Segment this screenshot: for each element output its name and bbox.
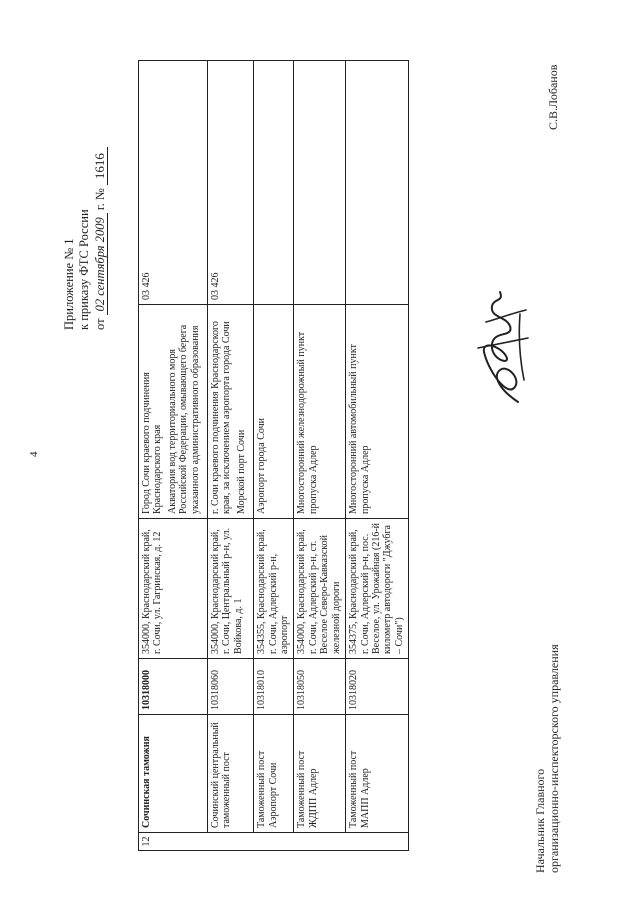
- region-line: Многосторонний железнодорожный пункт пропуска Адлер: [296, 331, 319, 514]
- customs-name-cell: Таможенный пост ЖДПП Адлер: [294, 715, 346, 833]
- table-row: [208, 61, 254, 851]
- region-line: Морской порт Сочи: [235, 429, 247, 514]
- customs-name-cell: Сочинская таможня: [139, 715, 208, 833]
- region-cell: [294, 305, 346, 519]
- customs-name-cell: Таможенный пост Аэропорт Сочи: [254, 715, 294, 833]
- customs-code-cell: 10318060: [208, 659, 254, 715]
- order-number: 1616: [92, 147, 108, 185]
- region-line: г. Сочи краевого подчинения Краснодарского края, за исключением аэропорта города Сочи: [210, 321, 233, 514]
- signer-position-line: Начальник Главного: [533, 768, 547, 873]
- table-row: [254, 61, 294, 851]
- address-cell: 354000, Краснодарский край, г. Сочи, Адлерский р-н, ст. Веселое Северо-Кавказской железной дороги: [294, 519, 346, 659]
- region-line: Аэропорт города Сочи: [256, 418, 268, 514]
- order-reference: к приказу ФТС России: [77, 209, 91, 330]
- okato-cell: [294, 61, 346, 305]
- okato-cell: 03 426: [139, 61, 208, 305]
- customs-name-cell: Таможенный пост МАПП Адлер: [346, 715, 409, 833]
- table-row: [346, 61, 409, 851]
- appendix-title: Приложение № 1: [62, 238, 76, 330]
- region-cell: [254, 305, 294, 519]
- group-number-cell: 12: [139, 833, 409, 851]
- customs-code-cell: 10318050: [294, 659, 346, 715]
- okato-cell: 03 426: [208, 61, 254, 305]
- order-date: 02 сентября 2009: [93, 213, 108, 315]
- region-line: Город Сочи краевого подчинения Краснодарского края: [141, 372, 164, 514]
- address-cell: 354000, Краснодарский край, г. Сочи, Центральный р-н, ул. Войкова, д. 1: [208, 519, 254, 659]
- signer-position-line: организационно-инспекторского управления: [547, 644, 561, 873]
- customs-table: [138, 60, 409, 851]
- table-row: [294, 61, 346, 851]
- signature-image: [470, 280, 540, 410]
- region-cell: [139, 305, 208, 519]
- customs-code-cell: 10318010: [254, 659, 294, 715]
- okato-cell: [346, 61, 409, 305]
- address-cell: 354355, Краснодарский край, г. Сочи, Адлерский р-н, аэропорт: [254, 519, 294, 659]
- customs-code-cell: 10318020: [346, 659, 409, 715]
- region-line: Многосторонний автомобильный пункт пропуска Адлер: [348, 344, 371, 514]
- appendix-header: [62, 147, 108, 330]
- address-cell: 354000, Краснодарский край, г. Сочи, ул. Гагринская, д. 12: [139, 519, 208, 659]
- date-prefix: от: [93, 318, 107, 330]
- table-row: [139, 61, 208, 851]
- customs-name-cell: Сочинский центральный таможенный пост: [208, 715, 254, 833]
- address-cell: 354375, Краснодарский край, г. Сочи, Адлерский р-н, пос. Веселое, ул. Урожайная (216-й километр автодороги "Джубга – Сочи"): [346, 519, 409, 659]
- order-date-line: [92, 147, 108, 330]
- okato-cell: [254, 61, 294, 305]
- customs-code-cell: 10318000: [139, 659, 208, 715]
- signer-name: С.В.Лобанов: [546, 64, 560, 130]
- region-cell: [208, 305, 254, 519]
- region-cell: [346, 305, 409, 519]
- number-prefix: г. №: [93, 188, 107, 211]
- page-number: 4: [28, 451, 40, 457]
- signer-position: [533, 644, 561, 873]
- region-line: Акватория вод территориального моря Российской Федерации, омывающего берега указанного административного образования: [166, 324, 201, 514]
